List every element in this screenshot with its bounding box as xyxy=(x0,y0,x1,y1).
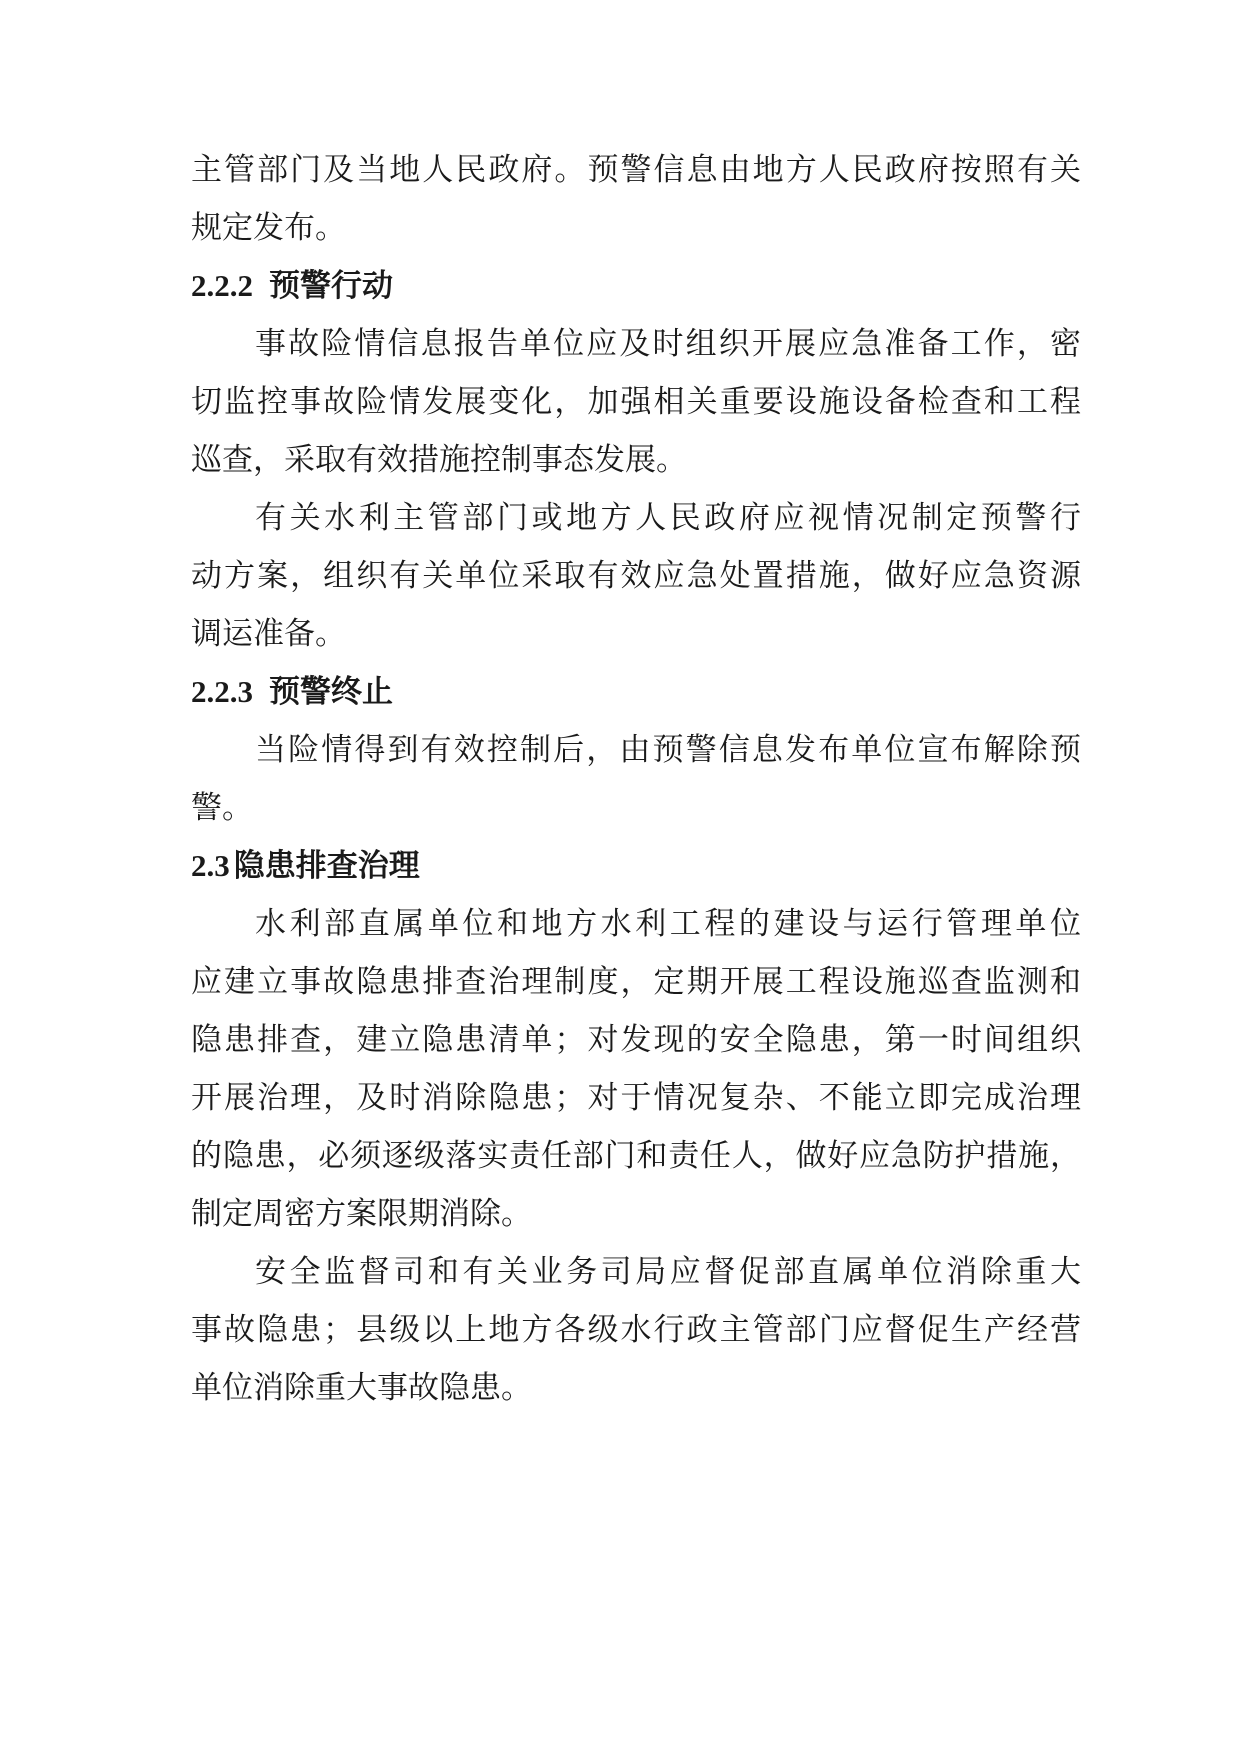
body-text-line: 开展治理，及时消除隐患；对于情况复杂、不能立即完成治理 xyxy=(191,1080,1081,1116)
body-text-line: 制定周密方案限期消除。 xyxy=(191,1196,532,1232)
section-heading-2-2-3 xyxy=(191,672,393,712)
section-title: 隐患排查治理 xyxy=(233,848,420,884)
body-text-line: 调运准备。 xyxy=(191,616,346,652)
section-heading-2-3 xyxy=(191,846,420,886)
body-text-line: 安全监督司和有关业务司局应督促部直属单位消除重大 xyxy=(255,1254,1081,1290)
section-title: 预警行动 xyxy=(269,268,393,304)
section-heading-2-2-2 xyxy=(191,266,393,306)
section-number: 2.2.3 xyxy=(191,674,253,709)
body-text-line: 当险情得到有效控制后，由预警信息发布单位宣布解除预 xyxy=(255,732,1081,768)
body-text-line: 警。 xyxy=(191,790,253,826)
body-text-line: 事故隐患；县级以上地方各级水行政主管部门应督促生产经营 xyxy=(191,1312,1081,1348)
body-text-line: 的隐患，必须逐级落实责任部门和责任人，做好应急防护措施， xyxy=(191,1138,1081,1174)
body-text-line: 隐患排查，建立隐患清单；对发现的安全隐患，第一时间组织 xyxy=(191,1022,1081,1058)
section-number: 2.3 xyxy=(191,848,230,883)
body-text-line: 巡查，采取有效措施控制事态发展。 xyxy=(191,442,687,478)
section-title: 预警终止 xyxy=(269,674,393,710)
section-number: 2.2.2 xyxy=(191,268,253,303)
body-text-line: 切监控事故险情发展变化，加强相关重要设施设备检查和工程 xyxy=(191,384,1081,420)
body-text-line: 动方案，组织有关单位采取有效应急处置措施，做好应急资源 xyxy=(191,558,1081,594)
body-text-line: 主管部门及当地人民政府。预警信息由地方人民政府按照有关 xyxy=(191,152,1081,188)
body-text-line: 单位消除重大事故隐患。 xyxy=(191,1370,532,1406)
body-text-line: 应建立事故隐患排查治理制度，定期开展工程设施巡查监测和 xyxy=(191,964,1081,1000)
body-text-line: 事故险情信息报告单位应及时组织开展应急准备工作，密 xyxy=(255,326,1081,362)
body-text-line: 有关水利主管部门或地方人民政府应视情况制定预警行 xyxy=(255,500,1081,536)
body-text-line: 水利部直属单位和地方水利工程的建设与运行管理单位 xyxy=(255,906,1081,942)
body-text-line: 规定发布。 xyxy=(191,210,346,246)
